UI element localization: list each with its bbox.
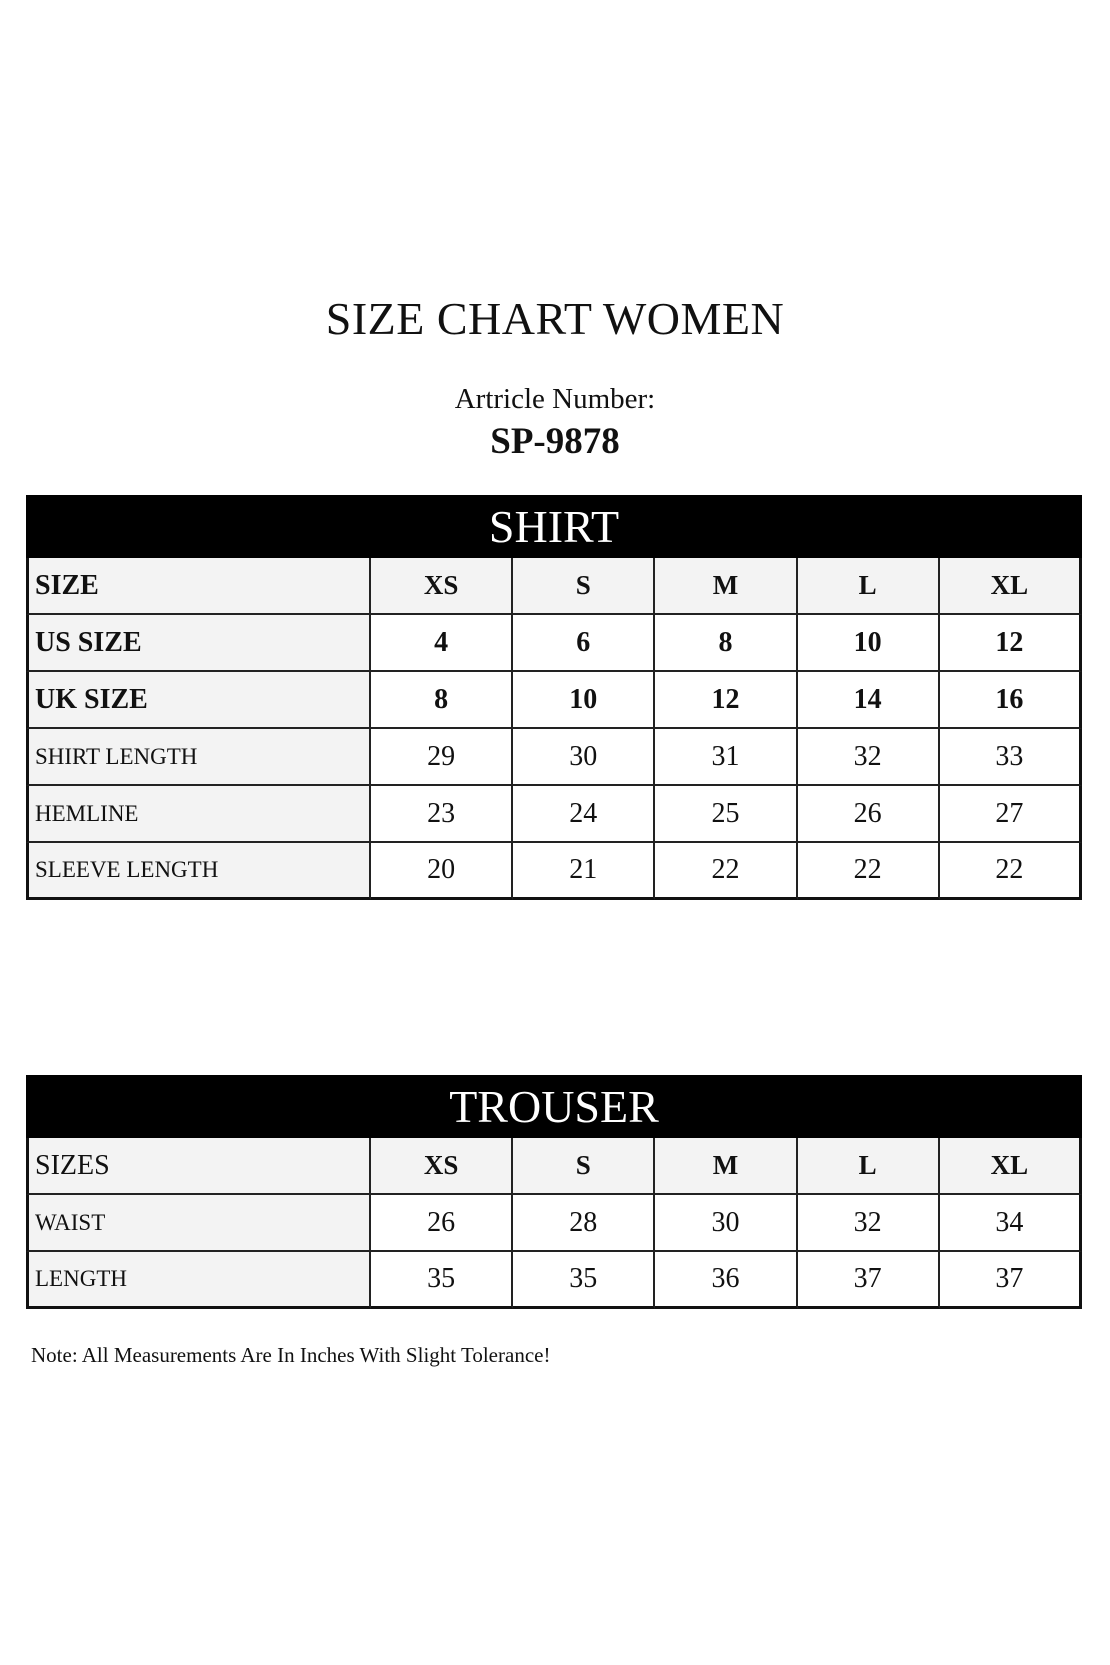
table-cell: 21 (513, 843, 655, 900)
article-number: SP-9878 (490, 421, 620, 462)
table-row (26, 672, 1082, 729)
table-cell: 4 (371, 615, 513, 672)
table-cell: 22 (655, 843, 797, 900)
table-cell: 16 (940, 672, 1082, 729)
table-cell: 36 (655, 1252, 797, 1309)
trouser-table-title: TROUSER (26, 1075, 1082, 1138)
column-header: XL (940, 1138, 1082, 1195)
table-row (26, 843, 1082, 900)
table-cell: 29 (371, 729, 513, 786)
table-cell: 8 (371, 672, 513, 729)
table-cell: 32 (798, 729, 940, 786)
table-cell: 12 (940, 615, 1082, 672)
shirt-size-table (26, 495, 1082, 900)
column-header: L (798, 1138, 940, 1195)
column-header: S (513, 1138, 655, 1195)
row-label: UK SIZE (26, 672, 371, 729)
table-header-row (26, 558, 1082, 615)
row-label: HEMLINE (26, 786, 371, 843)
table-row (26, 1195, 1082, 1252)
column-header: M (655, 1138, 797, 1195)
table-cell: 12 (655, 672, 797, 729)
table-cell: 34 (940, 1195, 1082, 1252)
table-cell: 10 (798, 615, 940, 672)
table-cell: 6 (513, 615, 655, 672)
table-cell: 37 (940, 1252, 1082, 1309)
table-cell: 24 (513, 786, 655, 843)
table-row (26, 729, 1082, 786)
column-header: S (513, 558, 655, 615)
table-cell: 14 (798, 672, 940, 729)
table-row (26, 1252, 1082, 1309)
table-row (26, 615, 1082, 672)
table-cell: 35 (371, 1252, 513, 1309)
page-title: SIZE CHART WOMEN (325, 293, 785, 344)
row-label: US SIZE (26, 615, 371, 672)
table-cell: 8 (655, 615, 797, 672)
row-label: SLEEVE LENGTH (26, 843, 371, 900)
table-cell: 31 (655, 729, 797, 786)
table-cell: 20 (371, 843, 513, 900)
row-label: SHIRT LENGTH (26, 729, 371, 786)
column-header: L (798, 558, 940, 615)
row-label: LENGTH (26, 1252, 371, 1309)
table-cell: 26 (371, 1195, 513, 1252)
column-header: XL (940, 558, 1082, 615)
table-cell: 25 (655, 786, 797, 843)
table-cell: 26 (798, 786, 940, 843)
table-cell: 32 (798, 1195, 940, 1252)
column-header: SIZES (26, 1138, 371, 1195)
table-header-row (26, 1138, 1082, 1195)
table-cell: 10 (513, 672, 655, 729)
table-cell: 28 (513, 1195, 655, 1252)
column-header: SIZE (26, 558, 371, 615)
table-cell: 30 (655, 1195, 797, 1252)
table-cell: 22 (798, 843, 940, 900)
shirt-table-title: SHIRT (26, 495, 1082, 558)
trouser-size-table (26, 1075, 1082, 1309)
measurement-note: Note: All Measurements Are In Inches With Slight Tolerance! (31, 1343, 551, 1367)
column-header: XS (371, 1138, 513, 1195)
table-cell: 30 (513, 729, 655, 786)
table-cell: 35 (513, 1252, 655, 1309)
table-cell: 23 (371, 786, 513, 843)
table-cell: 22 (940, 843, 1082, 900)
table-row (26, 786, 1082, 843)
article-number-label: Artricle Number: (454, 383, 656, 415)
column-header: M (655, 558, 797, 615)
column-header: XS (371, 558, 513, 615)
table-cell: 37 (798, 1252, 940, 1309)
table-cell: 33 (940, 729, 1082, 786)
row-label: WAIST (26, 1195, 371, 1252)
table-cell: 27 (940, 786, 1082, 843)
